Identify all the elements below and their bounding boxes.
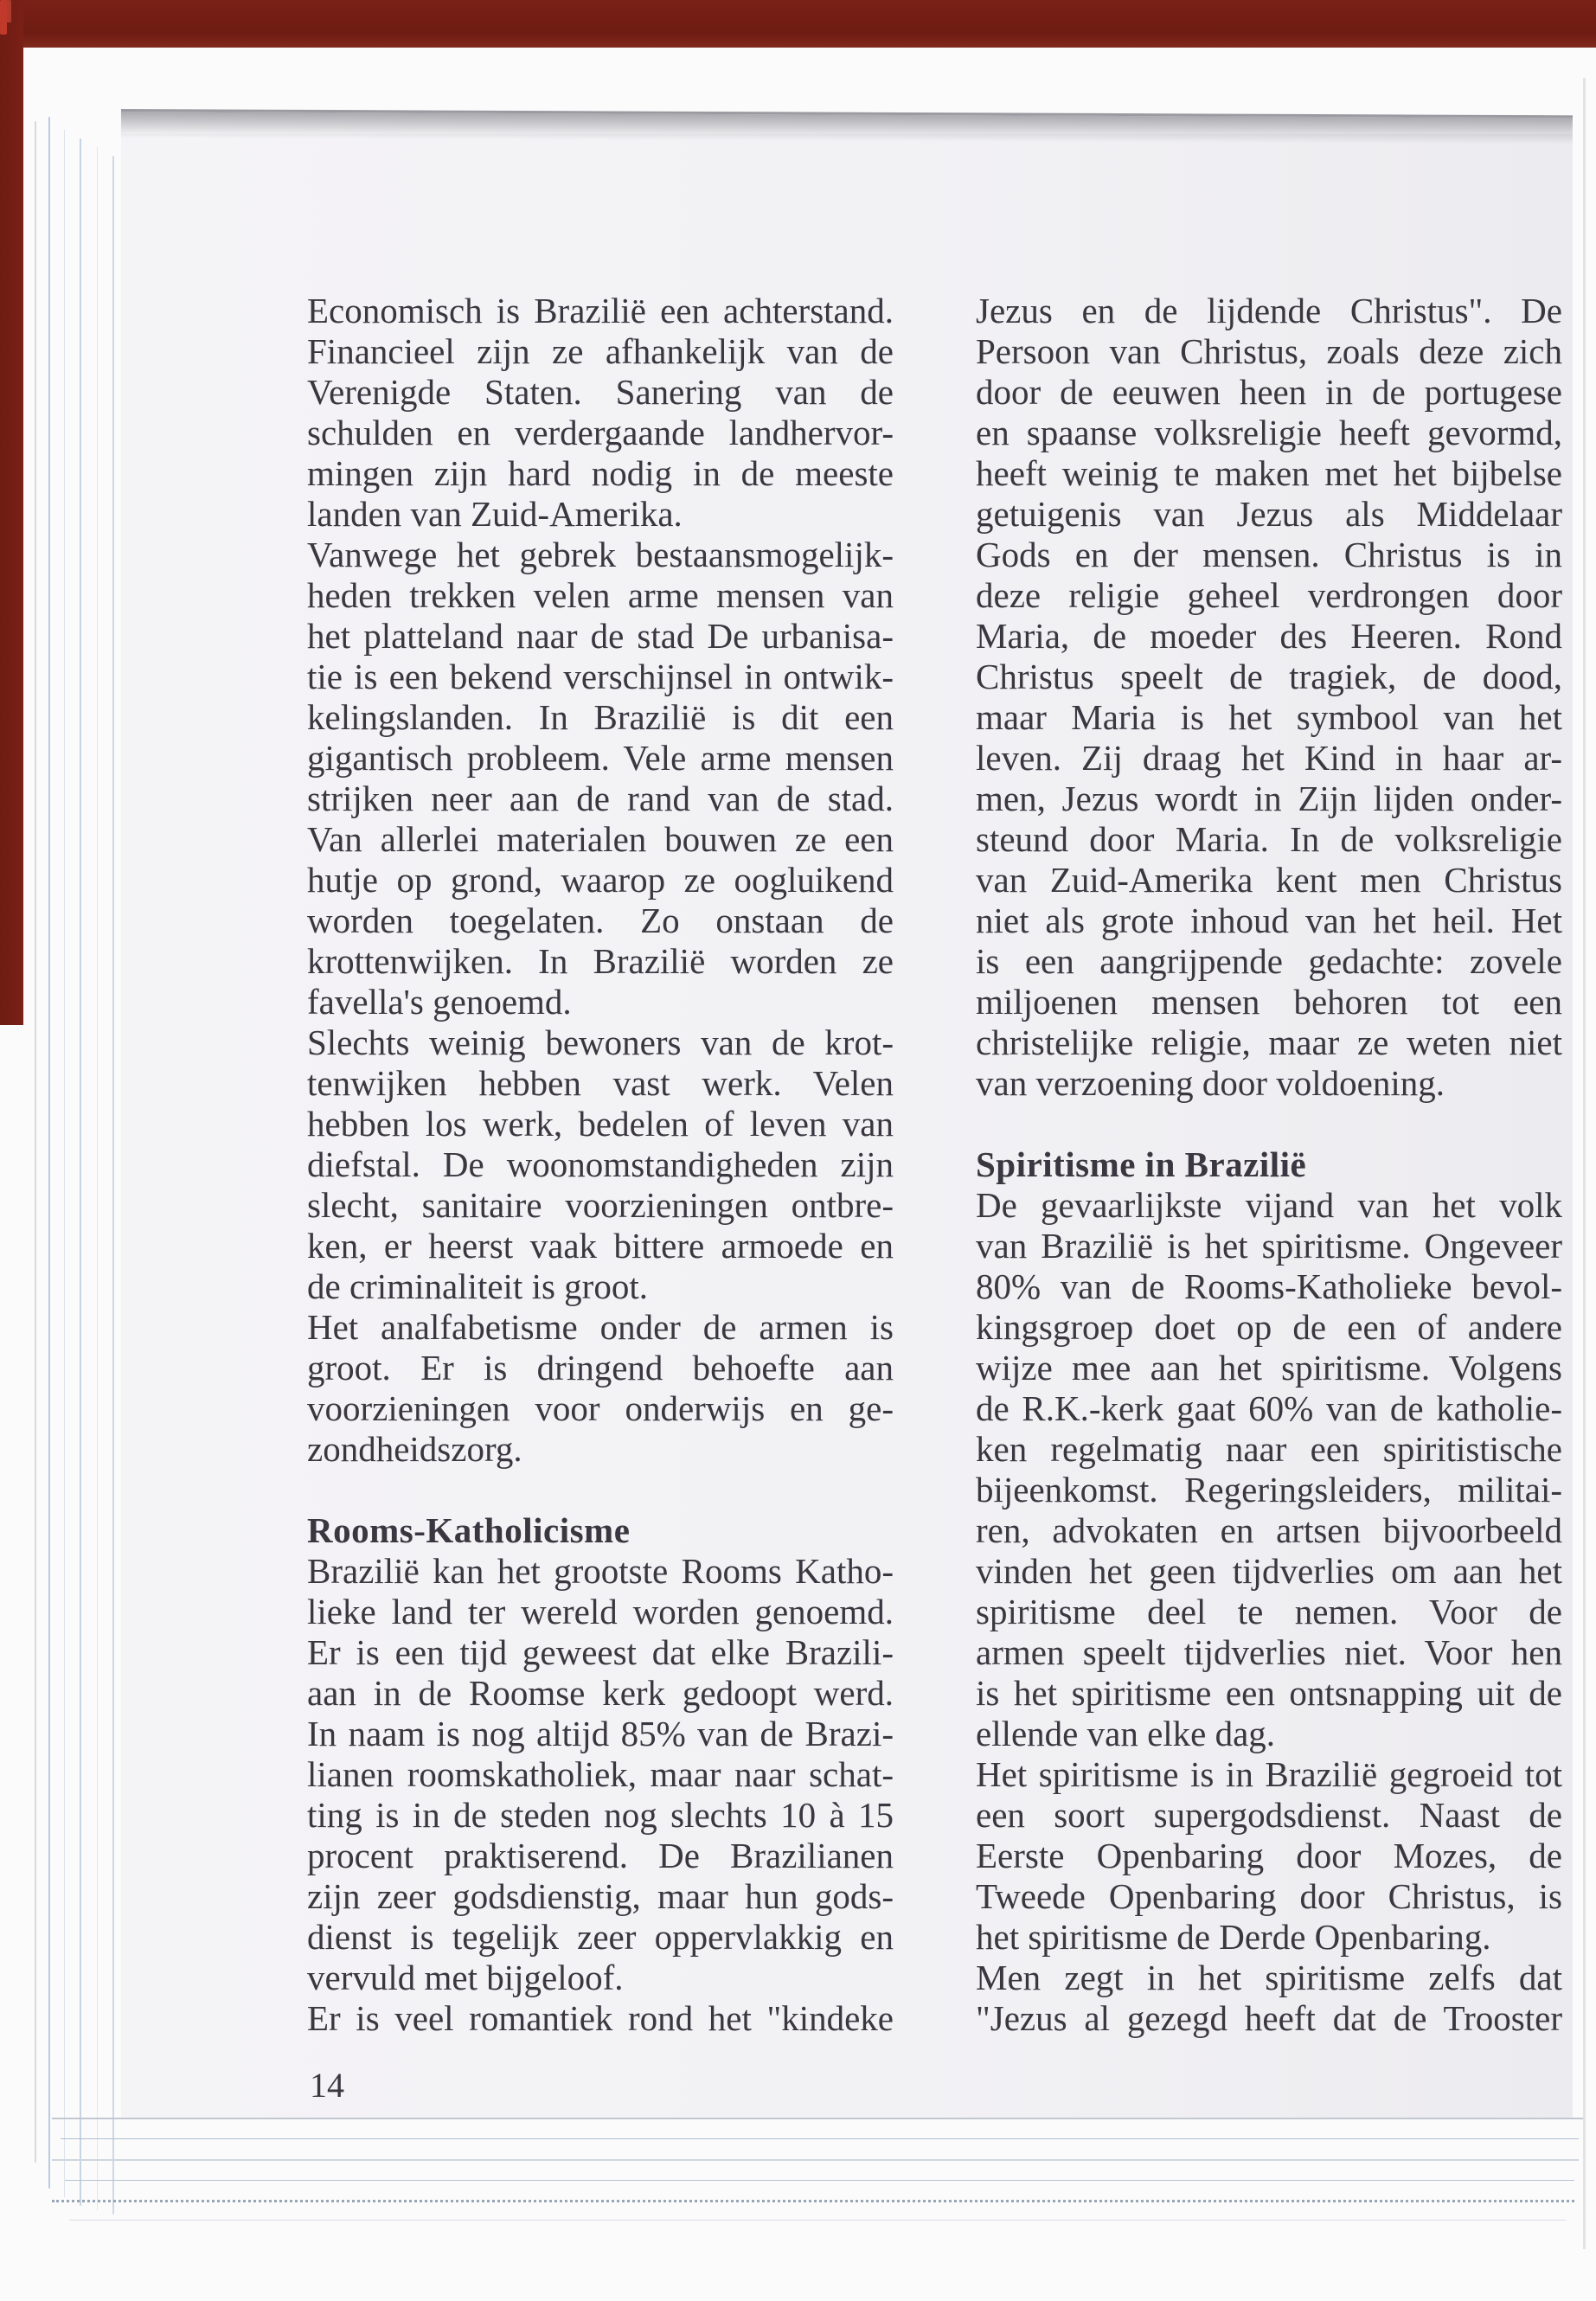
page-number: 14 xyxy=(310,2066,344,2105)
page-stack-edge-bottom xyxy=(52,2159,1579,2161)
text-line: ting is in de steden nog slechts 10 à 15 xyxy=(307,1795,894,1835)
red-edge-mark-bottom-right xyxy=(0,0,7,35)
text-line: Persoon van Christus, zoals deze zich xyxy=(976,331,1562,371)
text-line: Verenigde Staten. Sanering van de xyxy=(307,372,894,412)
text-line: Financieel zijn ze afhankelijk van de xyxy=(307,331,894,371)
text-line: Brazilië kan het grootste Rooms Katho- xyxy=(307,1551,894,1591)
text-line: "Jezus al gezegd heeft dat de Trooster xyxy=(976,1998,1562,2038)
section-heading: Rooms-Katholicisme xyxy=(307,1510,631,1550)
text-line: tenwijken hebben vast werk. Velen xyxy=(307,1063,894,1103)
text-column-right xyxy=(976,291,1562,2039)
text-line: Het analfabetisme onder de armen is xyxy=(307,1307,894,1347)
text-line: Maria, de moeder des Heeren. Rond xyxy=(976,616,1562,656)
blank-line xyxy=(976,1104,1562,1144)
text-line: men, Jezus wordt in Zijn lijden onder- xyxy=(976,779,1562,818)
text-line: strijken neer aan de rand van de stad. xyxy=(307,779,894,818)
text-line: dienst is tegelijk zeer oppervlakkig en xyxy=(307,1917,894,1957)
text-line: een soort supergodsdienst. Naast de xyxy=(976,1795,1562,1835)
text-line: ren, advokaten en artsen bijvoorbeeld xyxy=(976,1510,1562,1550)
text-line: Eerste Openbaring door Mozes, de xyxy=(976,1836,1562,1875)
text-line: armen speelt tijdverlies niet. Voor hen xyxy=(976,1632,1562,1672)
text-line: kingsgroep doet op de een of andere xyxy=(976,1307,1562,1347)
text-line: heden trekken velen arme mensen van xyxy=(307,575,894,615)
page-stack-edge-bottom xyxy=(65,2180,1574,2181)
text-line: ken, er heerst vaak bittere armoede en xyxy=(307,1226,894,1266)
text-line: de criminaliteit is groot. xyxy=(307,1266,648,1306)
text-line: vervuld met bijgeloof. xyxy=(307,1958,624,1997)
page-stack-edge-bottom xyxy=(52,2200,1574,2202)
page-stack-edge-left xyxy=(48,117,50,2189)
text-line: van Zuid-Amerika kent men Christus xyxy=(976,860,1562,900)
text-line: leven. Zij draag het Kind in haar ar- xyxy=(976,738,1562,778)
text-line: en spaanse volksreligie heeft gevormd, xyxy=(976,413,1562,452)
page-stack-edge-bottom xyxy=(61,2138,1579,2139)
page-stack-edge-left xyxy=(64,130,65,2197)
text-line: Er is veel romantiek rond het "kindeke xyxy=(307,1998,894,2038)
text-line: Er is een tijd geweest dat elke Brazili- xyxy=(307,1632,894,1672)
text-line: getuigenis van Jezus als Middelaar xyxy=(976,494,1562,534)
section-heading: Spiritisme in Brazilië xyxy=(976,1144,1307,1184)
text-line: diefstal. De woonomstandigheden zijn xyxy=(307,1144,894,1184)
text-line: hutje op grond, waarop ze oogluikend xyxy=(307,860,894,900)
text-line: het platteland naar de stad De urbanisa- xyxy=(307,616,894,656)
text-line: Tweede Openbaring door Christus, is xyxy=(976,1876,1562,1916)
text-line: zijn zeer godsdienstig, maar hun gods- xyxy=(307,1876,894,1916)
page-stack-edge-left xyxy=(97,147,98,2210)
text-line: Slechts weinig bewoners van de krot- xyxy=(307,1022,894,1062)
blank-line xyxy=(307,1470,894,1510)
text-line: slecht, sanitaire voorzieningen ontbre- xyxy=(307,1185,894,1225)
text-line: Het spiritisme is in Brazilië gegroeid tot xyxy=(976,1754,1562,1794)
text-line: De gevaarlijkste vijand van het volk xyxy=(976,1185,1562,1225)
text-line: groot. Er is dringend behoefte aan xyxy=(307,1348,894,1388)
text-line: de R.K.-kerk gaat 60% van de katholie- xyxy=(976,1388,1562,1428)
text-line: schulden en verdergaande landhervor- xyxy=(307,413,894,452)
text-line: Men zegt in het spiritisme zelfs dat xyxy=(976,1958,1562,1997)
text-line: krottenwijken. In Brazilië worden ze xyxy=(307,941,894,981)
text-line: Jezus en de lijdende Christus". De xyxy=(976,291,1562,330)
text-line: heeft weinig te maken met het bijbelse xyxy=(976,453,1562,493)
text-line: favella's genoemd. xyxy=(307,982,572,1022)
page-stack-edge-left xyxy=(112,156,114,2214)
text-line: vinden het geen tijdverlies om aan het xyxy=(976,1551,1562,1591)
text-line: worden toegelaten. Zo onstaan de xyxy=(307,901,894,940)
text-line: is een aangrijpende gedachte: zovele xyxy=(976,941,1562,981)
text-line: mingen zijn hard nodig in de meeste xyxy=(307,453,894,493)
text-line: deze religie geheel verdrongen door xyxy=(976,575,1562,615)
text-line: lieke land ter wereld worden genoemd. xyxy=(307,1592,894,1631)
text-line: steund door Maria. In de volksreligie xyxy=(976,819,1562,859)
text-line: bijeenkomst. Regeringsleiders, militai- xyxy=(976,1470,1562,1509)
text-line: van verzoening door voldoening. xyxy=(976,1063,1445,1103)
text-line: door de eeuwen heen in de portugese xyxy=(976,372,1562,412)
text-line: gigantisch probleem. Vele arme mensen xyxy=(307,738,894,778)
text-line: Economisch is Brazilië een achterstand. xyxy=(307,291,894,330)
text-line: niet als grote inhoud van het heil. Het xyxy=(976,901,1562,940)
text-line: aan in de Roomse kerk gedoopt werd. xyxy=(307,1673,894,1713)
text-line: ellende van elke dag. xyxy=(976,1714,1276,1753)
page-right-edge xyxy=(1583,78,1586,2249)
text-line: zondheidszorg. xyxy=(307,1429,522,1469)
text-line: kelingslanden. In Brazilië is dit een xyxy=(307,697,894,737)
page-stack-edge-bottom xyxy=(52,2118,1583,2119)
page-top-edge-shadow xyxy=(121,109,1573,145)
page-stack-edge-left xyxy=(35,121,36,2163)
photo-border-left xyxy=(0,0,23,1025)
text-line: lianen roomskatholiek, maar naar schat- xyxy=(307,1754,894,1794)
text-line: wijze mee aan het spiritisme. Volgens xyxy=(976,1348,1562,1388)
text-line: voorzieningen voor onderwijs en ge- xyxy=(307,1388,894,1428)
text-line: Christus speelt de tragiek, de dood, xyxy=(976,657,1562,696)
text-line: Gods en der mensen. Christus is in xyxy=(976,535,1562,574)
text-line: maar Maria is het symbool van het xyxy=(976,697,1562,737)
text-line: tie is een bekend verschijnsel in ontwik- xyxy=(307,657,894,696)
text-line: Vanwege het gebrek bestaansmogelijk- xyxy=(307,535,894,574)
text-line: Van allerlei materialen bouwen ze een xyxy=(307,819,894,859)
photo-border-top xyxy=(0,0,1596,48)
page-stack-edge-left xyxy=(80,138,81,2206)
text-line: In naam is nog altijd 85% van de Brazi- xyxy=(307,1714,894,1753)
text-line: van Brazilië is het spiritisme. Ongeveer xyxy=(976,1226,1562,1266)
text-line: is het spiritisme een ontsnapping uit de xyxy=(976,1673,1562,1713)
text-line: hebben los werk, bedelen of leven van xyxy=(307,1104,894,1144)
text-line: christelijke religie, maar ze weten niet xyxy=(976,1022,1562,1062)
text-line: spiritisme deel te nemen. Voor de xyxy=(976,1592,1562,1631)
text-line: miljoenen mensen behoren tot een xyxy=(976,982,1562,1022)
text-line: 80% van de Rooms-Katholieke bevol- xyxy=(976,1266,1562,1306)
text-column-left xyxy=(307,291,894,2039)
text-line: het spiritisme de Derde Openbaring. xyxy=(976,1917,1491,1957)
text-line: landen van Zuid-Amerika. xyxy=(307,494,683,534)
page-stack-edge-bottom xyxy=(69,2220,1566,2221)
text-line: procent praktiserend. De Brazilianen xyxy=(307,1836,894,1875)
text-line: ken regelmatig naar een spiritistische xyxy=(976,1429,1562,1469)
